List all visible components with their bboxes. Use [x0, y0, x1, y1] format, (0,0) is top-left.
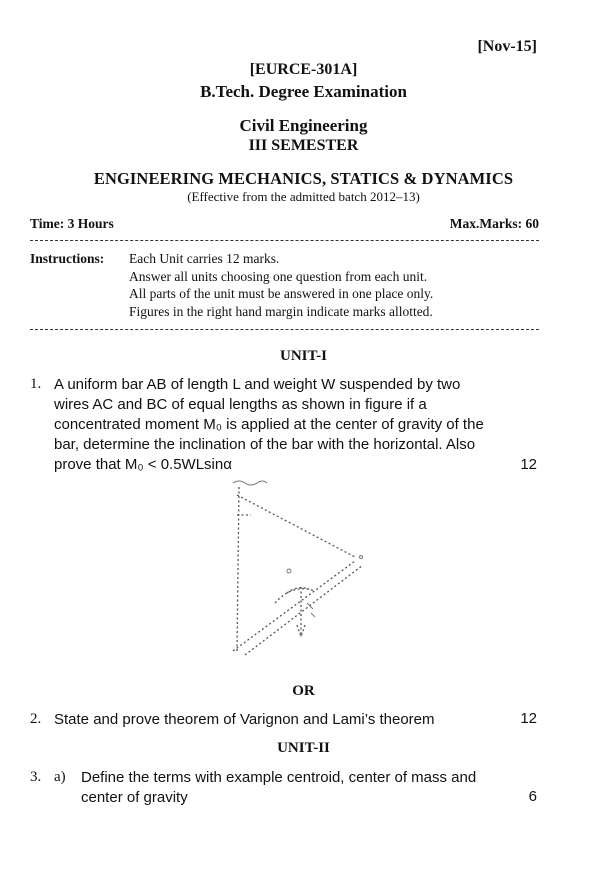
- question-2-text: State and prove theorem of Varignon and Lami’s theorem: [54, 711, 435, 728]
- question-1-line: concentrated moment M₀ is applied at the center of gravity of the: [54, 416, 484, 433]
- effective-note: (Effective from the admitted batch 2012–13): [187, 189, 420, 204]
- subject-title: ENGINEERING MECHANICS, STATICS & DYNAMICS: [93, 169, 514, 188]
- question-1-marks: 12: [520, 456, 537, 473]
- question-3a-marks: 6: [528, 788, 537, 805]
- degree-title: B.Tech. Degree Examination: [200, 82, 407, 101]
- semester-title: III SEMESTER: [248, 137, 359, 154]
- question-1-line: A uniform bar AB of length L and weight W suspended by two: [54, 376, 461, 393]
- question-1-text: [54, 375, 484, 475]
- question-3a-text: [81, 768, 476, 808]
- question-3a-line: Define the terms with example centroid, center of mass and: [81, 769, 477, 786]
- question-1-line: prove that M₀ < 0.5WLsinα: [54, 456, 232, 473]
- or-separator: OR: [292, 683, 315, 699]
- top-divider: [30, 240, 539, 241]
- unit-1-heading: UNIT-I: [280, 348, 327, 364]
- instructions-label: Instructions:: [30, 251, 105, 266]
- max-marks: Max.Marks: 60: [449, 216, 539, 231]
- bar-suspension-figure: [215, 475, 375, 665]
- instruction-line: Each Unit carries 12 marks.: [129, 251, 280, 266]
- question-3a-line: center of gravity: [81, 789, 188, 806]
- question-1-number: 1.: [30, 376, 42, 392]
- instruction-line: Figures in the right hand margin indicate marks allotted.: [129, 304, 433, 320]
- question-1-line: bar, determine the inclination of the bar with the horizontal. Also: [54, 436, 476, 453]
- branch-title: Civil Engineering: [239, 116, 368, 135]
- bottom-divider: [30, 329, 539, 330]
- instruction-line: Answer all units choosing one question from each unit.: [129, 268, 428, 284]
- question-2-marks: 12: [520, 710, 537, 727]
- instructions-list: [129, 250, 433, 321]
- instruction-line: All parts of the unit must be answered in one place only.: [129, 286, 434, 302]
- question-2-number: 2.: [30, 711, 42, 727]
- unit-2-heading: UNIT-II: [277, 740, 330, 756]
- question-1-line: wires AC and BC of equal lengths as shown in figure if a: [54, 396, 427, 413]
- question-3-part-label: a): [54, 769, 66, 785]
- exam-time: Time: 3 Hours: [30, 216, 114, 231]
- question-3-number: 3.: [30, 769, 42, 785]
- exam-session: [Nov-15]: [477, 38, 537, 55]
- paper-code: [EURCE-301A]: [249, 61, 358, 78]
